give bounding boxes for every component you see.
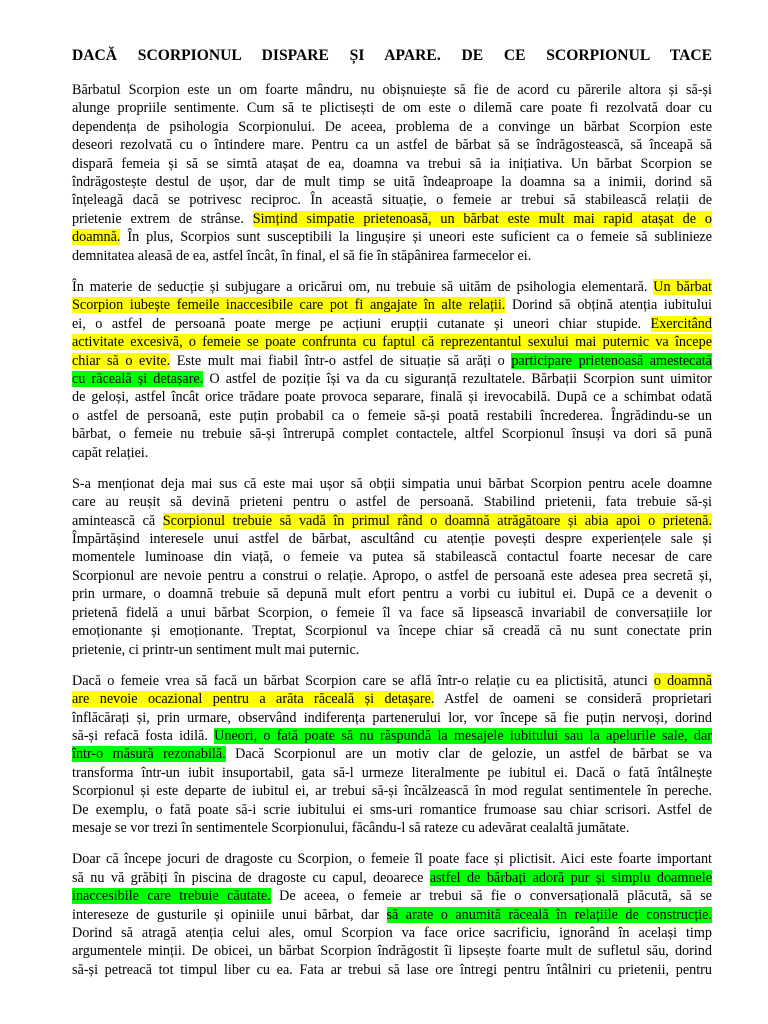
text-line xyxy=(72,727,712,745)
yellow-highlighted-text: Scorpion iubește femeile inaccesibile care pot fi angajate în alte relații. xyxy=(72,297,506,314)
text-line xyxy=(72,512,712,530)
text-line xyxy=(72,99,712,117)
text-run: De aceea, o femeie ar trebui să fie o conversațională plăcută, să se xyxy=(270,888,712,905)
text-run: prietenie, ci printr-un sentiment mult mai puternic. xyxy=(72,641,360,658)
text-run: S-a menționat deja mai sus că este mai ușor să obții simpatia unui bărbat Scorpion pentru acele doamne xyxy=(72,475,712,492)
text-line xyxy=(72,585,712,603)
text-line xyxy=(72,690,712,708)
text-run: deseori rezolvată cu o întindere mare. Pentru ca un astfel de bărbat să se îndrăgostească, să înceapă să xyxy=(72,137,712,154)
green-highlighted-text: într-o măsură rezonabilă. xyxy=(72,746,226,763)
paragraph xyxy=(72,81,712,265)
text-line xyxy=(72,155,712,173)
text-line xyxy=(72,191,712,209)
text-line xyxy=(72,869,712,887)
text-run: prin urmare, o doamnă trebuie să depună mult efort pentru a vorbi cu iubitul ei. După ce a devenit o xyxy=(72,586,712,603)
text-run: De exemplu, o fată poate să-i scrie iubitului ei sms-uri romantice frumoase sau chiar scrisori. Astfel de xyxy=(72,801,712,818)
green-highlighted-text: cu răceală și detașare. xyxy=(72,370,204,387)
text-run: demnitatea aleasă de ea, astfel încât, în final, el să fie în stăpânirea farmecelor ei. xyxy=(72,247,532,264)
text-line xyxy=(72,370,712,388)
text-line xyxy=(72,782,712,800)
text-line xyxy=(72,887,712,905)
text-line xyxy=(72,210,712,228)
text-run: transforma într-un iubit insuportabil, gata să-l urmeze literalmente pe iubitul ei. Dacă o fată întâlnește xyxy=(72,764,712,781)
text-line xyxy=(72,567,712,585)
yellow-highlighted-text: Simțind simpatie prietenoasă, un bărbat este mult mai rapid atașat de o xyxy=(252,210,712,227)
text-run: să-și refacă fosta idilă. xyxy=(72,728,215,745)
text-line xyxy=(72,425,712,443)
text-line xyxy=(72,247,712,265)
paragraph xyxy=(72,475,712,659)
text-run: momentele luminoase din viață, o femeie va putea să stabilească contactul foarte necesar de care xyxy=(72,549,712,566)
yellow-highlighted-text: chiar să o evite. xyxy=(72,352,171,369)
text-line xyxy=(72,530,712,548)
paragraph xyxy=(72,278,712,462)
text-run: îndrăgostește destul de ușor, dar de mult timp se uită îndeaproape la doamna sa a inimii, dorind să xyxy=(72,173,712,190)
text-run: să nu vă grăbiți în piscina de dragoste cu capul, deoarece xyxy=(72,869,430,886)
text-line xyxy=(72,672,712,690)
text-run: O astfel de poziție își va da cu siguranță rezultatele. Bărbații Scorpion sunt uimitor xyxy=(203,370,712,387)
text-run: înflăcărați și, prin urmare, observând indiferența partenerului lor, vor începe să fie puțin nervoși, dorind xyxy=(72,709,712,726)
text-line xyxy=(72,352,712,370)
text-line xyxy=(72,850,712,868)
green-highlighted-text: Uneori, o fată poate să nu răspundă la mesajele iubitului sau la apelurile sale, dar xyxy=(214,728,712,745)
yellow-highlighted-text: are nevoie ocazional pentru a arăta răceală și detașare. xyxy=(72,691,435,708)
text-run: Este mult mai fiabil într-o astfel de situație să arăți o xyxy=(170,352,512,369)
text-run: să-și petreacă tot timpul liber cu ea. Fata ar trebui să lase ore întregi pentru întâlniri cu prietenii, pentru xyxy=(72,961,712,978)
yellow-highlighted-text: Scorpionul trebuie să vadă în primul rând o doamnă atrăgătoare și abia apoi o prietenă. xyxy=(162,512,712,529)
text-line xyxy=(72,548,712,566)
text-run: Astfel de oameni se consideră proprietari xyxy=(434,691,712,708)
text-run: prietenie extrem de strânse. xyxy=(72,210,253,227)
text-run: o astfel de persoană, este puțin probabil ca o femeie să-și poată restabili încrederea. Îngrădindu-se un xyxy=(72,407,712,424)
text-line xyxy=(72,296,712,314)
text-line xyxy=(72,906,712,924)
yellow-highlighted-text: o doamnă xyxy=(653,672,712,689)
text-run: prietenă fidelă a unui bărbat Scorpion, o femeie îl va face să lipsească invariabil de conversațiile lor xyxy=(72,604,712,621)
text-run: Doar că începe jocuri de dragoste cu Scorpion, o femeie îl poate face și plictisit. Aici este foarte important xyxy=(72,851,712,868)
text-line xyxy=(72,228,712,246)
text-line xyxy=(72,475,712,493)
document-body xyxy=(72,46,712,992)
text-run: Dacă o femeie vrea să facă un bărbat Scorpion care se află într-o relație cu ea plictisită, atunci xyxy=(72,672,654,689)
text-line xyxy=(72,493,712,511)
text-line xyxy=(72,745,712,763)
text-run: care au reușit să devină prieteni pentru o astfel de persoană. Stabilind prietenii, fata trebuie să-și xyxy=(72,494,712,511)
text-run: Împărtășind interesele unui astfel de bărbat, ascultând cu atenție povești despre experiențele sale și xyxy=(72,531,712,548)
text-run: argumentele minții. De obicei, un bărbat Scorpion îndrăgostit îi lipsește foarte mult de sufletul său, dorind xyxy=(72,943,712,960)
text-run: dispară femeia și să se simtă atașat de ea, doamna va trebui să ia inițiativa. Un bărbat Scorpion se xyxy=(72,155,712,172)
text-line xyxy=(72,641,712,659)
text-line xyxy=(72,173,712,191)
text-line xyxy=(72,136,712,154)
text-run: Dorind să obțină atenția iubitului xyxy=(505,297,712,314)
text-line xyxy=(72,709,712,727)
text-line xyxy=(72,407,712,425)
text-line xyxy=(72,924,712,942)
yellow-highlighted-text: Un bărbat xyxy=(653,278,712,295)
paragraph xyxy=(72,850,712,979)
paragraph xyxy=(72,672,712,838)
green-highlighted-text: participare prietenoasă amestecată xyxy=(511,352,712,369)
text-line xyxy=(72,604,712,622)
text-line xyxy=(72,764,712,782)
document-title: DACĂ SCORPIONUL DISPARE ȘI APARE. DE CE SCORPIONUL TACE xyxy=(72,47,712,64)
yellow-highlighted-text: doamnă. xyxy=(72,229,121,246)
text-run: mesaje se vor trezi în sentimentele Scorpionului, făcându-l să rateze cu adevărat cealaltă jumătate. xyxy=(72,820,630,837)
green-highlighted-text: astfel de bărbați adoră pur și simplu doamnele xyxy=(429,869,712,886)
text-line xyxy=(72,81,712,99)
text-run: În materie de seducție și subjugare a oricărui om, nu trebuie să uităm de psihologia elementară. xyxy=(72,278,654,295)
text-line xyxy=(72,315,712,333)
yellow-highlighted-text: activitate excesivă, o femeie se poate confrunta cu faptul că reprezentantul sexului mai puternic va începe xyxy=(72,334,712,351)
text-run: ei, o astfel de persoană poate merge pe acțiuni erupții cutanate și uneori chiar stupide. xyxy=(72,315,651,332)
text-run: înțeleagă dacă se potrivesc reciproc. În această situație, o femeie ar trebui să stabilească relații de xyxy=(72,192,712,209)
text-line xyxy=(72,942,712,960)
yellow-highlighted-text: Exercitând xyxy=(650,315,712,332)
text-run: de geloși, astfel încât orice trădare poate provoca separare, finală și irevocabilă. După ce a schimbat odată xyxy=(72,389,712,406)
text-line xyxy=(72,622,712,640)
text-line xyxy=(72,388,712,406)
text-line xyxy=(72,333,712,351)
green-highlighted-text: inaccesibile care trebuie căutate. xyxy=(72,888,271,905)
text-run: Scorpionul și este departe de iubitul ei, ar trebui să-și încălzească în mod regulat sentimentele în pereche. xyxy=(72,783,712,800)
text-line xyxy=(72,801,712,819)
text-run: intereseze de gusturile și opiniile unui bărbat, dar xyxy=(72,906,387,923)
green-highlighted-text: să arate o anumită răceală în relațiile de construcție. xyxy=(386,906,712,923)
text-run: dependența de psihologia Scorpionului. De aceea, problema de a convinge un bărbat Scorpion este xyxy=(72,118,712,135)
text-line xyxy=(72,444,712,462)
text-line xyxy=(72,278,712,296)
text-run: capăt relației. xyxy=(72,444,149,461)
text-run: Dacă Scorpionul are un motiv clar de gelozie, un astfel de bărbat se va xyxy=(225,746,712,763)
text-line xyxy=(72,961,712,979)
text-line xyxy=(72,118,712,136)
text-run: Scorpionul are nevoie pentru a construi o relație. Apropo, o astfel de persoană este adesea prea secretă și, xyxy=(72,567,712,584)
text-run: Bărbatul Scorpion este un om foarte mândru, nu obișnuiește să fie de acord cu părerile altora și să-și xyxy=(72,81,712,98)
text-line xyxy=(72,819,712,837)
text-run: alunge propriile sentimente. Cum să te plictisești de om este o dilemă care poate fi rezolvată doar cu xyxy=(72,100,712,117)
text-run: Dorind să atragă atenția celui ales, omul Scorpion va face orice sacrificiu, ignorând în același timp xyxy=(72,924,712,941)
text-run: În plus, Scorpios sunt susceptibili la lingușire și uneori este suficient ca o femeie să sublinieze xyxy=(120,229,712,246)
text-run: amintească că xyxy=(72,512,163,529)
text-run: emoționante și emoționante. Treptat, Scorpionul va începe chiar să creadă că nu sunt conectate prin xyxy=(72,623,712,640)
text-run: bărbat, o femeie nu trebuie să-și întrerupă complet contactele, altfel Scorpionul însuși va dori să pună xyxy=(72,426,712,443)
